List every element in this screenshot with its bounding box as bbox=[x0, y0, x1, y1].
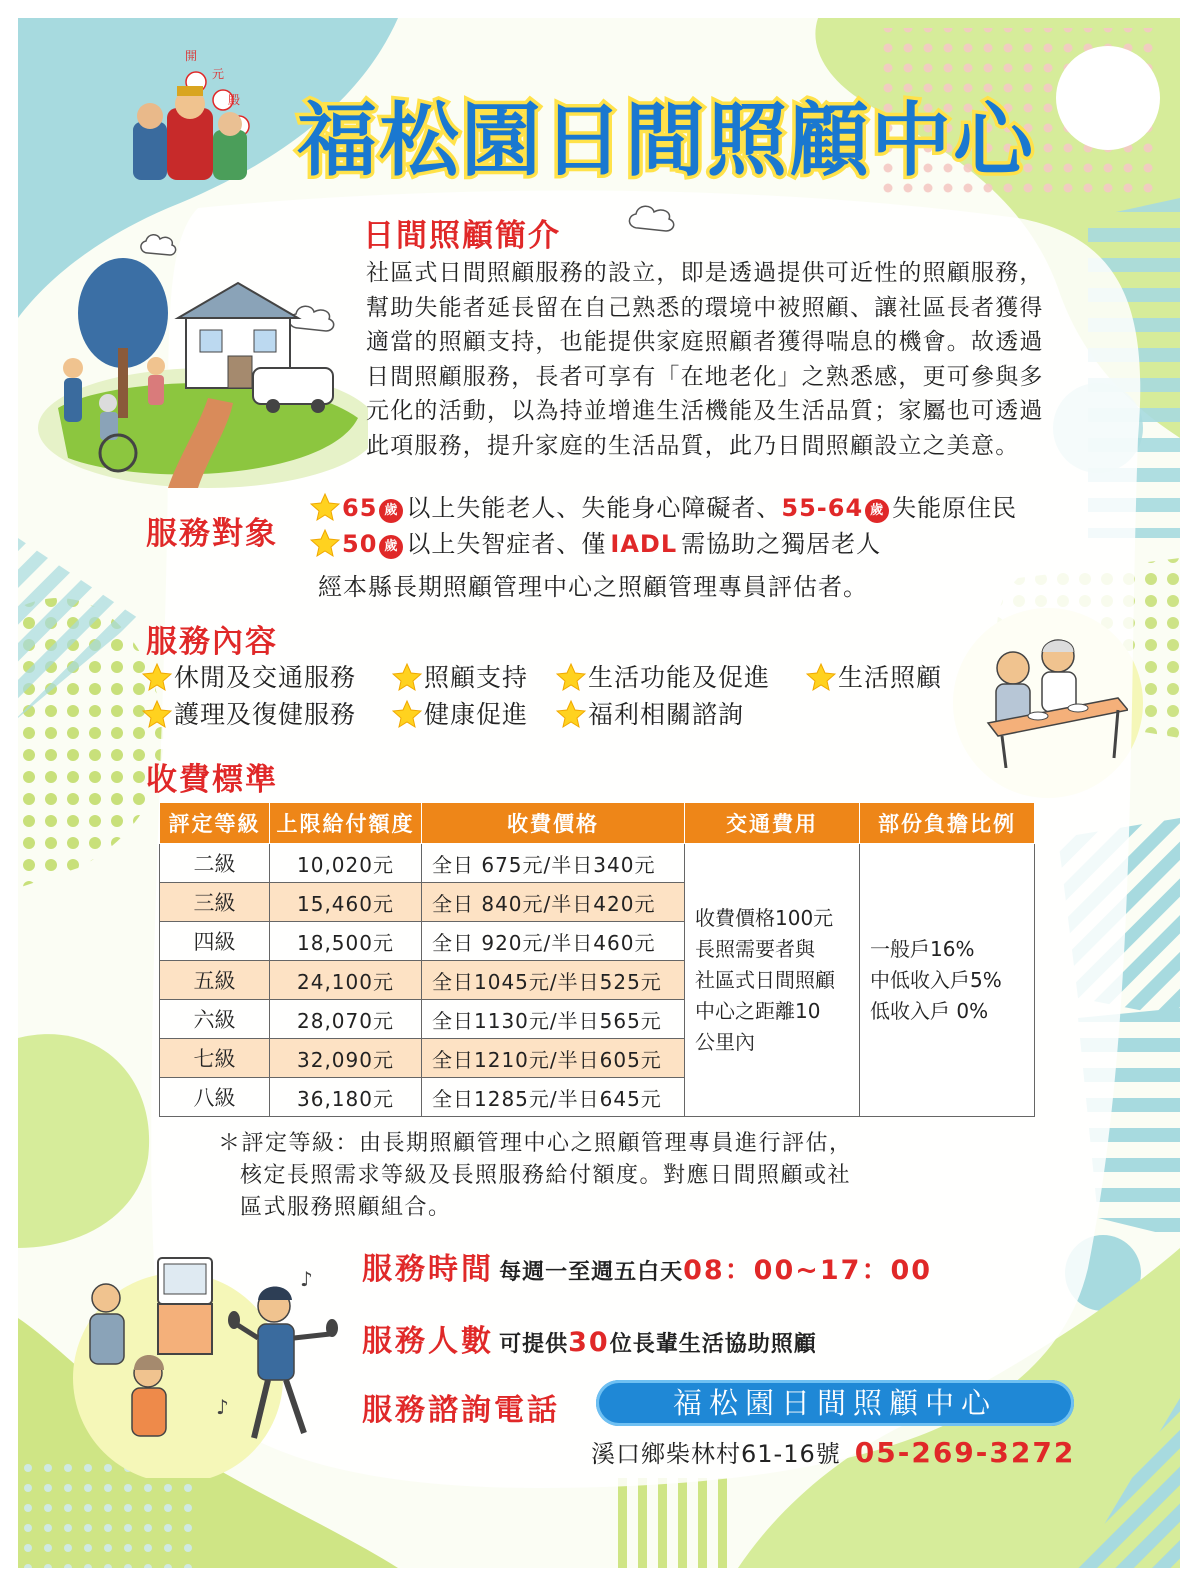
level-cell: 八級 bbox=[160, 1078, 270, 1117]
hours-time: 08：00~17：00 bbox=[683, 1255, 933, 1286]
page-title-text: 福松園日間照顧中心 bbox=[297, 94, 1035, 187]
hours-label: 服務時間 bbox=[362, 1252, 494, 1287]
copay-line: 低收入戶 0% bbox=[870, 998, 989, 1023]
targets-text: 以上失能老人、失能身心障礙者、 bbox=[406, 494, 782, 522]
price-cell: 全日 920元/半日460元 bbox=[422, 922, 685, 961]
star-icon bbox=[310, 492, 340, 522]
elders-dining-illustration bbox=[978, 618, 1128, 768]
targets-heading: 服務對象 bbox=[146, 516, 278, 552]
price-cell: 全日1210元/半日605元 bbox=[422, 1039, 685, 1078]
star-icon bbox=[142, 662, 172, 692]
note-line: ＊評定等級：由長期照顧管理中心之照顧管理專員進行評估， bbox=[218, 1131, 853, 1156]
intro-heading: 日間照顧簡介 bbox=[363, 218, 561, 254]
targets-line-2 bbox=[310, 524, 881, 559]
targets-line-3: 經本縣長期照顧管理中心之照顧管理專員評估者。 bbox=[318, 573, 868, 601]
service-hours bbox=[362, 1244, 932, 1288]
service-label: 照顧支持 bbox=[424, 663, 529, 692]
temple-logo-char-1: 開 bbox=[185, 49, 198, 63]
contact-label-line bbox=[362, 1385, 560, 1429]
level-cell: 四級 bbox=[160, 922, 270, 961]
capacity-text: 可提供 bbox=[499, 1332, 569, 1357]
level-cell: 五級 bbox=[160, 961, 270, 1000]
age-badge: 歲 bbox=[379, 499, 403, 523]
service-label: 福利相關諮詢 bbox=[588, 700, 745, 729]
service-label: 生活照顧 bbox=[838, 663, 943, 692]
intro-line: 日間照顧服務，長者可享有「在地老化」之熟悉感，更可參與多 bbox=[366, 363, 1044, 390]
intro-line: 社區式日間照顧服務的設立，即是透過提供可近性的照顧服務， bbox=[366, 260, 1044, 286]
fee-table bbox=[159, 802, 1035, 1117]
transport-line: 中心之距離10 bbox=[695, 998, 821, 1023]
level-cell: 三級 bbox=[160, 883, 270, 922]
table-row bbox=[160, 844, 1035, 883]
service-item bbox=[556, 695, 744, 731]
targets-line-1 bbox=[310, 488, 1017, 523]
service-label: 生活功能及促進 bbox=[588, 663, 771, 692]
capacity-text: 位長輩生活協助照顧 bbox=[609, 1332, 817, 1357]
targets-text: 以上失智症者、僅 bbox=[406, 530, 607, 558]
note-line: 核定長照需求等級及長照服務給付額度。對應日間照顧或社 bbox=[240, 1163, 852, 1188]
address: 溪口鄉柴林村61-16號 bbox=[591, 1440, 841, 1468]
capacity-count: 30 bbox=[568, 1327, 610, 1358]
age-50: 50 bbox=[342, 530, 378, 558]
assessment-note bbox=[218, 1128, 853, 1224]
service-item bbox=[392, 658, 528, 694]
copay-line: 中低收入戶5% bbox=[870, 967, 1002, 992]
service-item bbox=[392, 695, 528, 731]
transport-line: 公里內 bbox=[695, 1029, 755, 1054]
level-cell: 二級 bbox=[160, 844, 270, 883]
phone-number[interactable]: 05-269-3272 bbox=[854, 1436, 1076, 1469]
limit-cell: 32,090元 bbox=[270, 1039, 422, 1078]
fees-heading: 收費標準 bbox=[146, 762, 278, 798]
level-cell: 六級 bbox=[160, 1000, 270, 1039]
copay-cell bbox=[860, 844, 1035, 1117]
center-name-banner: 福松園日間照顧中心 bbox=[596, 1380, 1074, 1426]
transport-line: 社區式日間照顧 bbox=[695, 967, 835, 992]
price-cell: 全日 840元/半日420元 bbox=[422, 883, 685, 922]
fee-table-header bbox=[160, 803, 1035, 844]
intro-line: 適當的照顧支持，也能提供家庭照顧者獲得喘息的機會。故透過 bbox=[366, 329, 1044, 355]
limit-cell: 24,100元 bbox=[270, 961, 422, 1000]
service-label: 健康促進 bbox=[424, 700, 529, 729]
age-badge: 歲 bbox=[379, 535, 403, 559]
intro-paragraph bbox=[366, 256, 1126, 463]
limit-cell: 36,180元 bbox=[270, 1078, 422, 1117]
services-heading: 服務內容 bbox=[146, 624, 278, 660]
svg-text:♪: ♪ bbox=[216, 1395, 229, 1419]
service-item bbox=[142, 695, 356, 731]
page-title bbox=[286, 84, 1046, 194]
temple-deity-logo bbox=[123, 64, 273, 184]
svg-text:♪: ♪ bbox=[300, 1267, 313, 1291]
limit-cell: 28,070元 bbox=[270, 1000, 422, 1039]
service-item bbox=[142, 658, 356, 694]
column-header: 交通費用 bbox=[685, 803, 860, 844]
limit-cell: 15,460元 bbox=[270, 883, 422, 922]
temple-logo-char-2: 元 bbox=[212, 67, 225, 81]
star-icon bbox=[806, 662, 836, 692]
transport-line: 收費價格100元 bbox=[695, 905, 834, 930]
capacity-label: 服務人數 bbox=[362, 1324, 494, 1359]
star-icon bbox=[392, 662, 422, 692]
poster bbox=[18, 18, 1180, 1568]
column-header: 上限給付額度 bbox=[270, 803, 422, 844]
hours-text: 每週一至週五白天 bbox=[499, 1260, 684, 1285]
level-cell: 七級 bbox=[160, 1039, 270, 1078]
contact-label: 服務諮詢電話 bbox=[362, 1393, 560, 1428]
age-65: 65 bbox=[342, 494, 378, 522]
contact-address-line bbox=[591, 1434, 1075, 1469]
elders-singing-illustration bbox=[68, 1238, 368, 1478]
star-icon bbox=[310, 528, 340, 558]
targets-text: 失能原住民 bbox=[892, 494, 1018, 522]
price-cell: 全日1045元/半日525元 bbox=[422, 961, 685, 1000]
copay-line: 一般戶16% bbox=[870, 936, 975, 961]
age-badge: 歲 bbox=[865, 499, 889, 523]
price-cell: 全日1285元/半日645元 bbox=[422, 1078, 685, 1117]
price-cell: 全日 675元/半日340元 bbox=[422, 844, 685, 883]
star-icon bbox=[556, 699, 586, 729]
limit-cell: 10,020元 bbox=[270, 844, 422, 883]
age-55-64: 55-64 bbox=[781, 494, 864, 522]
limit-cell: 18,500元 bbox=[270, 922, 422, 961]
service-label: 休閒及交通服務 bbox=[174, 663, 357, 692]
column-header: 收費價格 bbox=[422, 803, 685, 844]
column-header: 部份負擔比例 bbox=[860, 803, 1035, 844]
price-cell: 全日1130元/半日565元 bbox=[422, 1000, 685, 1039]
service-capacity bbox=[362, 1316, 817, 1360]
iadl-label: IADL bbox=[610, 530, 678, 558]
service-label: 護理及復健服務 bbox=[174, 700, 357, 729]
star-icon bbox=[556, 662, 586, 692]
column-header: 評定等級 bbox=[160, 803, 270, 844]
transport-line: 長照需要者與 bbox=[695, 936, 815, 961]
targets-text: 需協助之獨居老人 bbox=[681, 530, 882, 558]
intro-line: 幫助失能者延長留在自己熟悉的環境中被照顧、讓社區長者獲得 bbox=[366, 294, 1044, 321]
service-item bbox=[556, 658, 770, 694]
intro-line: 此項服務，提升家庭的生活品質，此乃日間照顧設立之美意。 bbox=[366, 432, 1020, 459]
service-item bbox=[806, 658, 942, 694]
house-illustration bbox=[28, 218, 368, 488]
star-icon bbox=[392, 699, 422, 729]
note-line: 區式服務照顧組合。 bbox=[240, 1195, 452, 1220]
star-icon bbox=[142, 699, 172, 729]
temple-logo-char-3: 殿 bbox=[228, 93, 241, 107]
intro-line: 元化的活動，以為持並增進生活機能及生活品質；家屬也可透過 bbox=[366, 398, 1044, 424]
transport-fee-cell bbox=[685, 844, 860, 1117]
